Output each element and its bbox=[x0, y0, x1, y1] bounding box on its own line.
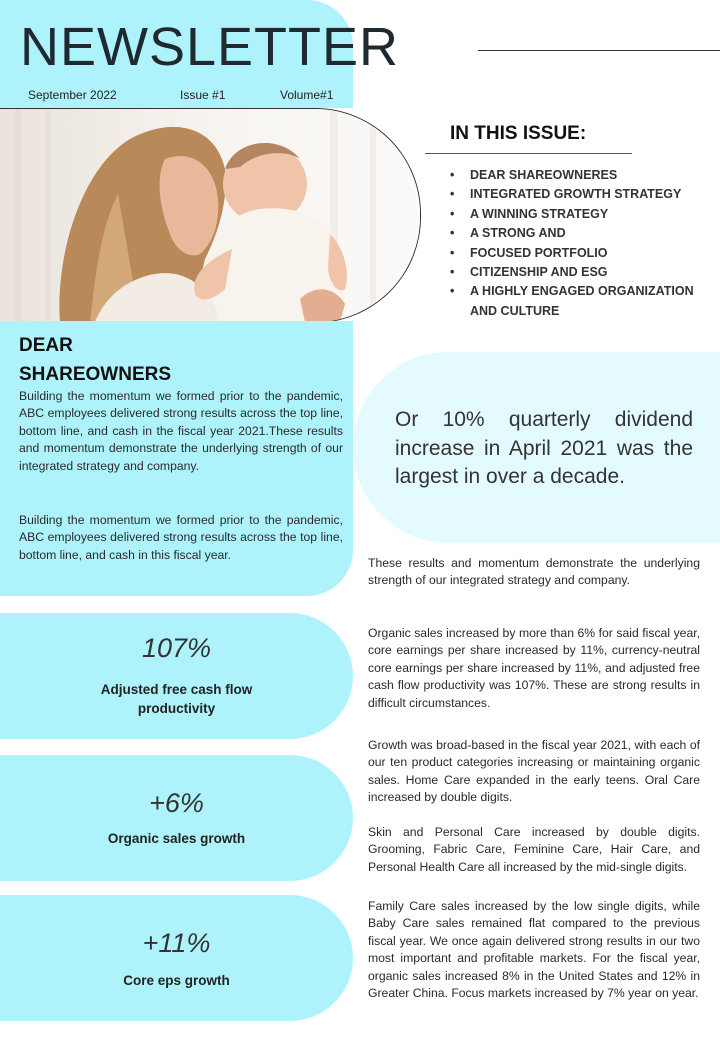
quote-text: Or 10% quarterly dividend increase in April 2021 was the largest in over a decade. bbox=[395, 408, 693, 488]
issue-list-item[interactable]: • A WINNING STRATEGY bbox=[450, 205, 710, 224]
in-this-issue-list bbox=[450, 166, 710, 321]
bullet-icon: • bbox=[450, 187, 455, 202]
stat-label: Organic sales growth bbox=[107, 831, 246, 846]
stat-label: Core eps growth bbox=[123, 973, 230, 988]
right-paragraph-3: Growth was broad-based in the fiscal year 2021, with each of our ten product categories increasing or maintaining organic sales. Home Care expanded in the early teens. Oral Care increased by double digits. bbox=[368, 738, 700, 805]
photo-illustration bbox=[0, 109, 420, 322]
issue-list-item[interactable]: • DEAR SHAREOWNERES bbox=[450, 166, 710, 185]
right-paragraph-5: Family Care sales increased by the low single digits, while Baby Care sales remained flat compared to the previous fiscal year. We once again delivered strong results in our two most important and profitable markets. For the fiscal year, organic sales increased 8% in the United States and 12% in Greater China. Focus markets increased by 7% year on year. bbox=[368, 899, 700, 1001]
in-this-issue-divider bbox=[425, 153, 632, 154]
stat-label: Adjusted free cash flow productivity bbox=[100, 682, 253, 716]
bullet-icon: • bbox=[450, 206, 455, 221]
volume-number: Volume#1 bbox=[280, 88, 334, 102]
right-paragraph-4: Skin and Personal Care increased by double digits. Grooming, Fabric Care, Feminine Care, Hair Care, and Personal Health Care all increased by the mid-single digits. bbox=[368, 825, 700, 874]
issue-list-item[interactable]: • FOCUSED PORTFOLIO bbox=[450, 244, 710, 263]
bullet-icon: • bbox=[450, 226, 455, 241]
issue-date: September 2022 bbox=[28, 88, 117, 102]
bullet-icon: • bbox=[450, 265, 455, 280]
issue-number: Issue #1 bbox=[180, 88, 226, 102]
newsletter-title: NEWSLETTER bbox=[20, 17, 400, 77]
stat-value: +11% bbox=[142, 928, 211, 958]
stat-value: 107% bbox=[141, 633, 212, 663]
bullet-icon: • bbox=[450, 284, 455, 299]
header-divider bbox=[478, 50, 720, 51]
dear-paragraph-2: Building the momentum we formed prior to the pandemic, ABC employees delivered strong results across the top line, bottom line, and cash in this fiscal year. bbox=[19, 513, 343, 562]
issue-list-item[interactable]: • A HIGHLY ENGAGED ORGANIZATION AND CULTURE bbox=[450, 284, 694, 318]
dear-paragraph-1: Building the momentum we formed prior to the pandemic, ABC employees delivered strong results across the top line, bottom line, and cash in the fiscal year 2021.These results and momentum demonstrate the underlying strength of our integrated strategy and company. bbox=[19, 389, 343, 473]
issue-list-item[interactable]: • CITIZENSHIP AND ESG bbox=[450, 263, 710, 282]
stat-card-organic-sales bbox=[0, 755, 353, 881]
bullet-icon: • bbox=[450, 168, 455, 182]
stat-card-free-cash bbox=[0, 613, 353, 739]
stat-card-core-eps bbox=[0, 895, 353, 1021]
issue-list-item[interactable]: • INTEGRATED GROWTH STRATEGY bbox=[450, 185, 710, 204]
in-this-issue-heading: IN THIS ISSUE: bbox=[450, 123, 587, 144]
right-paragraph-1: These results and momentum demonstrate the underlying strength of our integrated strategy and company. bbox=[368, 556, 700, 588]
bullet-icon: • bbox=[450, 245, 455, 260]
stat-value: +6% bbox=[149, 788, 204, 818]
dear-shareowners-heading: DEAR SHAREOWNERS bbox=[19, 335, 172, 385]
issue-list-item[interactable]: • A STRONG AND bbox=[450, 224, 710, 243]
right-paragraph-2: Organic sales increased by more than 6% for said fiscal year, core earnings per share increased by 11%, currency-neutral core earnings per share increased by 11%, and adjusted free cash flow productivity was 107%. These are strong results in difficult circumstances. bbox=[368, 626, 700, 710]
mother-and-baby-photo bbox=[0, 108, 421, 323]
